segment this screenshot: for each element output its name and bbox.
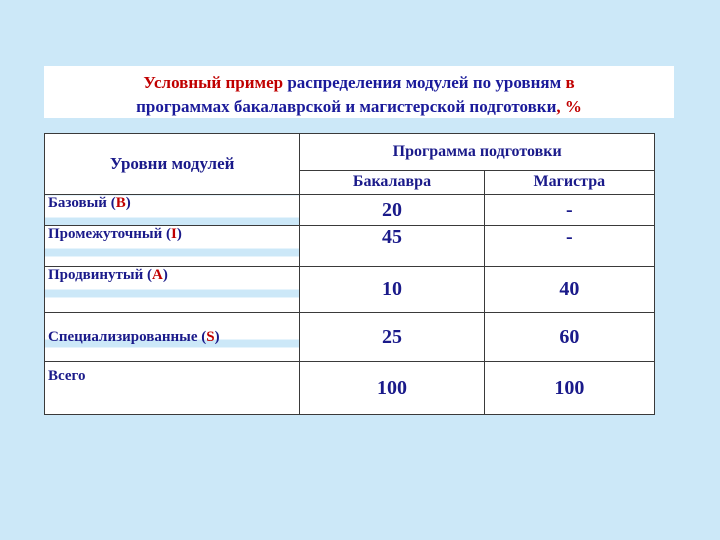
row-label: Базовый (B): [45, 195, 300, 226]
bachelor-value: 45: [300, 226, 484, 267]
master-value: -: [484, 195, 654, 226]
table-row: [45, 195, 655, 226]
title-part-2: распределения модулей по уровням: [283, 73, 566, 92]
modules-table: [44, 133, 655, 415]
header-master: Магистра: [484, 170, 654, 194]
header-program: Программа подготовки: [300, 134, 655, 171]
level-letter: I: [170, 226, 177, 242]
title-part-5: , %: [556, 97, 582, 116]
table-row: [45, 313, 655, 362]
slide-title: [44, 66, 674, 118]
master-value: 40: [484, 267, 654, 313]
bachelor-value: 20: [300, 195, 484, 226]
row-label: Специализированные (S): [45, 313, 300, 362]
header-bachelor: Бакалавра: [300, 170, 484, 194]
bachelor-value: 25: [300, 313, 484, 362]
title-part-3: в: [565, 73, 575, 92]
table-row: [45, 267, 655, 313]
title-part-1: Условный пример: [143, 73, 284, 92]
master-value: -: [484, 226, 654, 267]
row-label: Всего: [45, 362, 300, 415]
bachelor-value: 10: [300, 267, 484, 313]
row-label: Продвинутый (A): [45, 267, 300, 313]
master-value: 100: [484, 362, 654, 415]
bachelor-value: 100: [300, 362, 484, 415]
table-row: [45, 362, 655, 415]
level-letter: S: [206, 328, 215, 345]
row-label: Промежуточный (I): [45, 226, 300, 267]
level-letter: B: [115, 195, 126, 211]
title-part-4: программах бакалаврской и магистерской подготовки: [136, 97, 557, 116]
header-levels: Уровни модулей: [45, 134, 300, 195]
master-value: 60: [484, 313, 654, 362]
table-row: [45, 226, 655, 267]
level-letter: A: [152, 267, 163, 283]
